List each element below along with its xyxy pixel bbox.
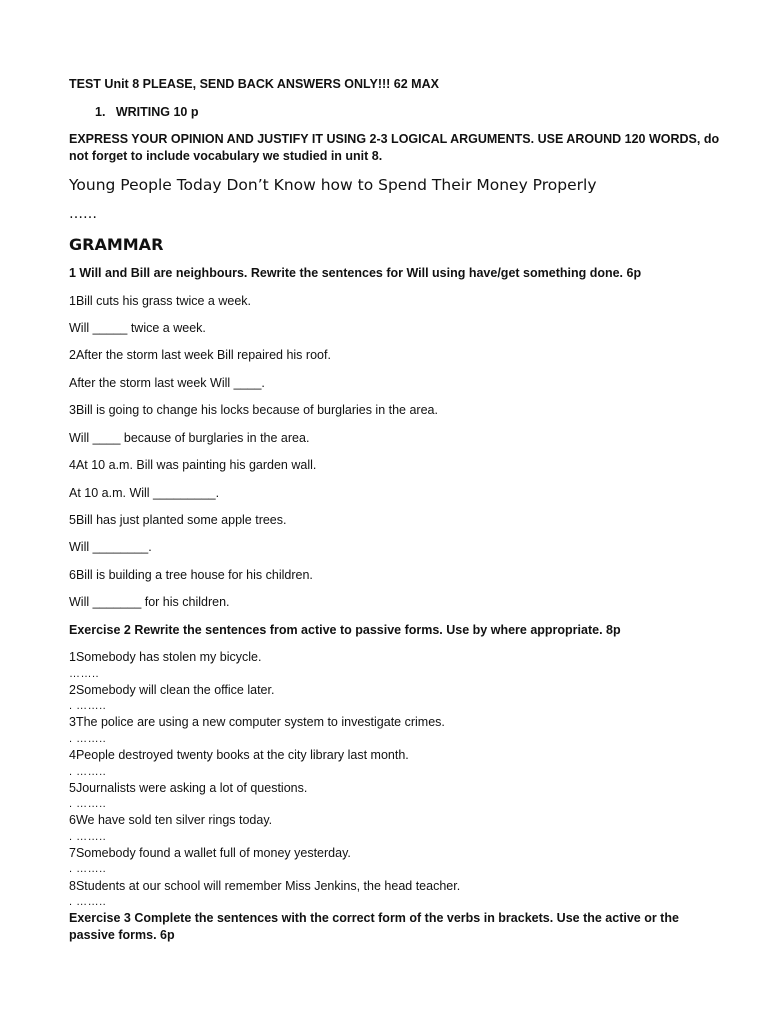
exercise2-prompt: 8Students at our school will remember Miss Jenkins, the head teacher. [69, 879, 461, 893]
exercise2-title: Exercise 2 Rewrite the sentences from active to passive forms. Use by where appropriate. 8p [69, 623, 621, 637]
exercise2-prompt: 4People destroyed twenty books at the city library last month. [69, 748, 409, 762]
exercise2-prompt: 7Somebody found a wallet full of money yesterday. [69, 846, 351, 860]
exercise2-answer: . …….. [69, 733, 107, 745]
exercise2-answer: . …….. [69, 798, 107, 810]
exercise2-answer: …….. [69, 668, 100, 680]
test-title: TEST Unit 8 PLEASE, SEND BACK ANSWERS ONLY!!! 62 MAX [69, 77, 439, 91]
exercise2-answer: . …….. [69, 896, 107, 908]
exercise1-prompt: 1Bill cuts his grass twice a week. [69, 294, 252, 308]
writing-instruction-line-2: not forget to include vocabulary we studied in unit 8. [69, 149, 383, 163]
exercise1-prompt: 3Bill is going to change his locks because of burglaries in the area. [69, 403, 438, 417]
exercise2-answer: . …….. [69, 863, 107, 875]
exercise1-answer: Will ____ because of burglaries in the area. [69, 431, 310, 445]
writing-item: 1. WRITING 10 p [95, 105, 199, 119]
essay-placeholder: …… [69, 206, 97, 222]
exercise2-answer: . …….. [69, 831, 107, 843]
exercise2-prompt: 2Somebody will clean the office later. [69, 683, 275, 697]
essay-title: Young People Today Don’t Know how to Spend Their Money Properly [69, 176, 597, 194]
exercise1-prompt: 6Bill is building a tree house for his children. [69, 568, 313, 582]
exercise1-prompt: 5Bill has just planted some apple trees. [69, 513, 287, 527]
exercise1-answer: Will ________. [69, 540, 152, 554]
exercise1-prompt: 2After the storm last week Bill repaired his roof. [69, 348, 331, 362]
exercise2-prompt: 5Journalists were asking a lot of questions. [69, 781, 308, 795]
exercise2-answer: . …….. [69, 766, 107, 778]
grammar-heading: GRAMMAR [69, 235, 164, 254]
exercise3-title-line-1: Exercise 3 Complete the sentences with the correct form of the verbs in brackets. Use the active or the [69, 911, 679, 925]
exercise1-title: 1 Will and Bill are neighbours. Rewrite the sentences for Will using have/get something done. 6p [69, 266, 642, 280]
exercise1-answer: Will _____ twice a week. [69, 321, 206, 335]
exercise2-answer: . …….. [69, 700, 107, 712]
exercise1-prompt: 4At 10 a.m. Bill was painting his garden wall. [69, 458, 317, 472]
exercise1-answer: After the storm last week Will ____. [69, 376, 265, 390]
exercise2-prompt: 3The police are using a new computer system to investigate crimes. [69, 715, 445, 729]
exercise3-title-line-2: passive forms. 6p [69, 928, 175, 942]
exercise2-prompt: 1Somebody has stolen my bicycle. [69, 650, 262, 664]
exercise1-answer: Will _______ for his children. [69, 595, 230, 609]
exercise1-answer: At 10 a.m. Will _________. [69, 486, 220, 500]
writing-instruction-line-1: EXPRESS YOUR OPINION AND JUSTIFY IT USING 2-3 LOGICAL ARGUMENTS. USE AROUND 120 WORDS, do [69, 132, 720, 146]
exercise2-prompt: 6We have sold ten silver rings today. [69, 813, 273, 827]
